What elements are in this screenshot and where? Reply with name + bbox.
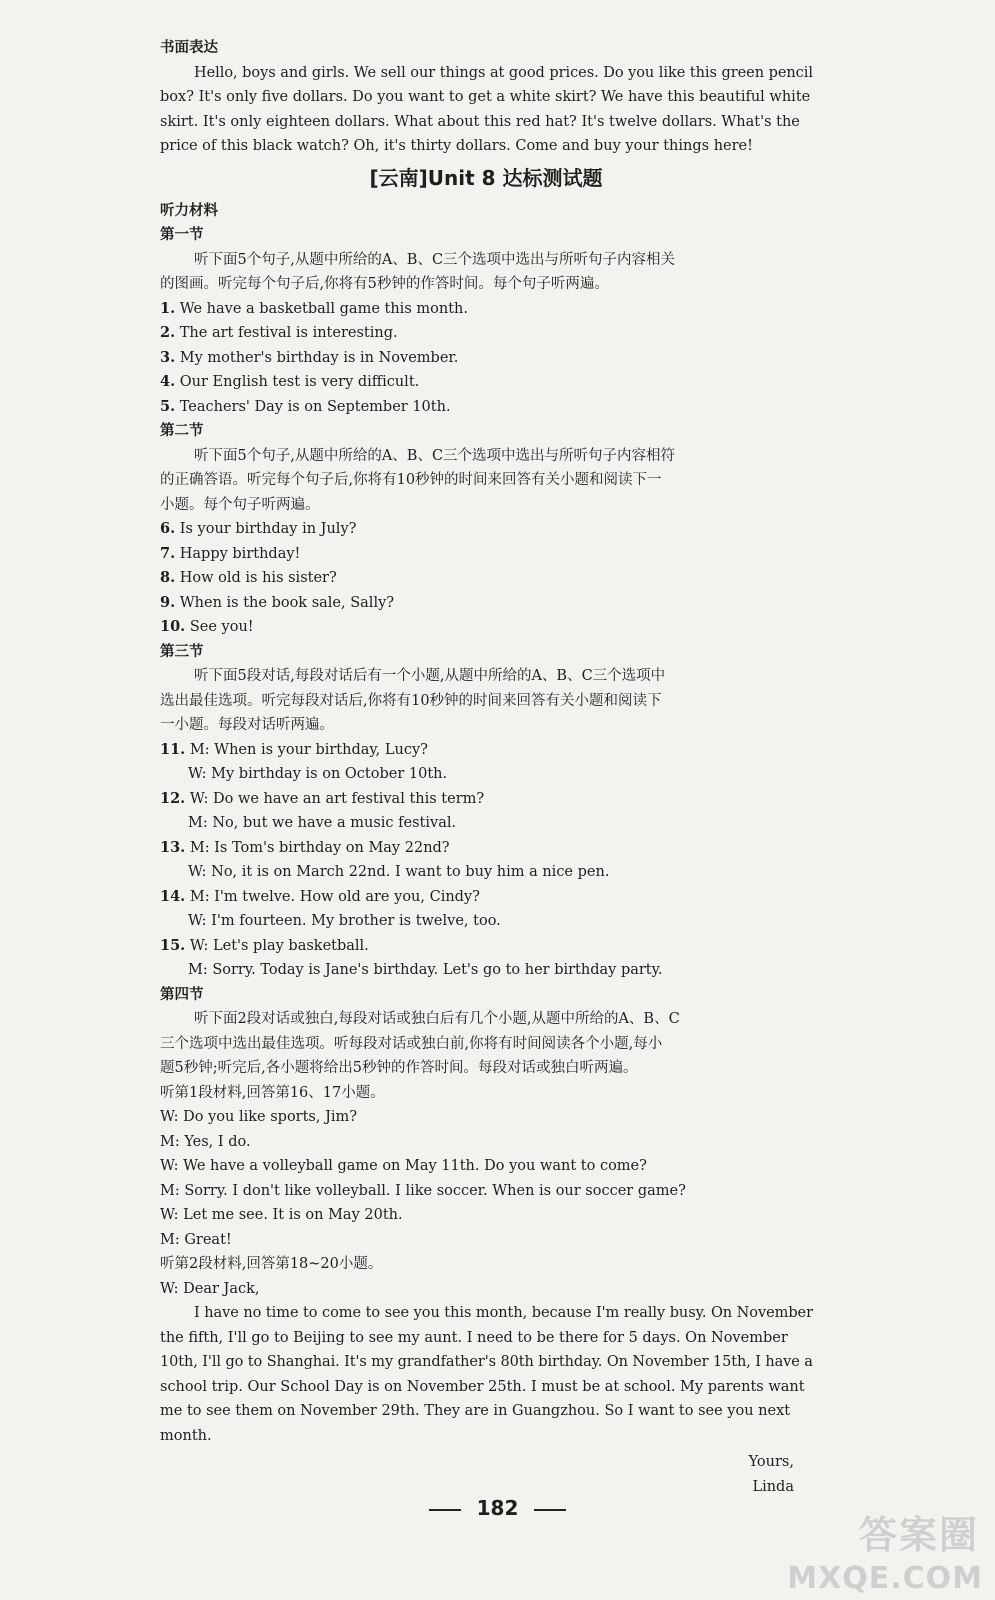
instruction-line: 一小题。每段对话听两遍。 (160, 717, 334, 733)
text-line: price of this black watch? Oh, it's thirty dollars. Come and buy your things here! (160, 138, 753, 154)
letter-line: me to see them on November 29th. They are in Guangzhou. So I want to see you next (160, 1403, 791, 1419)
item-text: How old is his sister? (175, 570, 337, 586)
letter-line: I have no time to come to see you this month, because I'm really busy. On November (194, 1305, 813, 1321)
item-number: 12. (160, 789, 186, 807)
section-2-heading: 第二节 (160, 423, 204, 439)
item-text: M: I'm twelve. How old are you, Cindy? (185, 888, 480, 905)
item-number: 5. (160, 397, 176, 415)
item-text: Happy birthday! (175, 545, 301, 562)
letter-signature: Linda (752, 1478, 794, 1495)
listening-heading: 听力材料 (160, 202, 218, 219)
letter-line: month. (160, 1427, 212, 1444)
item-number: 4. (160, 373, 176, 390)
item-text: We have a basketball game this month. (175, 300, 468, 317)
item-text: My mother's birthday is in November. (175, 349, 459, 366)
text-line: Hello, boys and girls. We sell our things at good prices. Do you like this green pencil (194, 64, 813, 81)
dialogue-line (160, 787, 812, 812)
item-number: 8. (160, 569, 176, 586)
item-number: 2. (160, 324, 176, 341)
dialogue-line: W: Let me see. It is on May 20th. (160, 1207, 403, 1223)
item-number: 10. (160, 618, 186, 635)
item-number: 9. (160, 593, 176, 611)
letter-closing: Yours, (748, 1454, 794, 1470)
list-item (160, 591, 812, 616)
item-number: 3. (160, 348, 176, 366)
section-3-heading: 第三节 (160, 643, 204, 660)
item-text: W: Do we have an art festival this term? (185, 790, 485, 807)
page-number-text: 182 (476, 1496, 519, 1520)
list-item (160, 566, 812, 591)
list-item (160, 395, 812, 420)
list-item (160, 346, 812, 371)
item-number: 7. (160, 544, 176, 562)
text-intro: 听第1段材料,回答第16、17小题。 (160, 1084, 385, 1101)
document-body (160, 36, 812, 1499)
watermark-text: 答案圈 (858, 1513, 979, 1557)
text-line: skirt. It's only eighteen dollars. What about this red hat? It's twelve dollars. What's the (160, 113, 800, 130)
list-item (160, 297, 812, 322)
dialogue-line: W: We have a volleyball game on May 11th. Do you want to come? (160, 1158, 647, 1174)
watermark-url: MXQE.COM (787, 1561, 983, 1596)
instruction-line: 听下面5个句子,从题中所给的A、B、C三个选项中选出与所听句子内容相关 (194, 251, 676, 268)
list-item (160, 542, 812, 567)
instruction-line: 三个选项中选出最佳选项。听每段对话或独白前,你将有时间阅读各个小题,每小 (160, 1035, 663, 1052)
instruction-line: 听下面2段对话或独白,每段对话或独白后有几个小题,从题中所给的A、B、C (194, 1011, 680, 1027)
list-item (160, 517, 812, 542)
dialogue-line (160, 738, 812, 763)
text-intro: 听第2段材料,回答第18~20小题。 (160, 1256, 383, 1272)
item-text: Is your birthday in July? (175, 521, 357, 537)
list-item (160, 615, 812, 640)
instruction-line: 的正确答语。听完每个句子后,你将有10秒钟的时间来回答有关小题和阅读下一 (160, 472, 662, 488)
item-text: The art festival is interesting. (175, 325, 398, 341)
test-title: [云南]Unit 8 达标测试题 (369, 165, 603, 190)
instruction-line: 小题。每个句子听两遍。 (160, 496, 320, 513)
item-text: Teachers' Day is on September 10th. (175, 398, 451, 415)
writing-heading: 书面表达 (160, 40, 218, 56)
dialogue-reply: W: No, it is on March 22nd. I want to buy him a nice pen. (188, 864, 610, 880)
dialogue-line: W: Do you like sports, Jim? (160, 1109, 358, 1125)
letter-greeting: W: Dear Jack, (160, 1280, 260, 1297)
section-4-heading: 第四节 (160, 986, 204, 1003)
dialogue-reply: W: I'm fourteen. My brother is twelve, too. (188, 913, 501, 929)
item-number: 1. (160, 299, 176, 317)
letter-line: 10th, I'll go to Shanghai. It's my grandfather's 80th birthday. On November 15th, I have a (160, 1354, 813, 1370)
item-number: 14. (160, 887, 186, 905)
page-number-dash-left (429, 1509, 461, 1511)
item-number: 13. (160, 838, 186, 856)
item-text: Our English test is very difficult. (175, 374, 420, 390)
dialogue-line: M: Great! (160, 1231, 232, 1248)
instruction-line: 听下面5个句子,从题中所给的A、B、C三个选项中选出与所听句子内容相符 (194, 447, 676, 464)
dialogue-line: M: Yes, I do. (160, 1133, 251, 1150)
instruction-line: 听下面5段对话,每段对话后有一个小题,从题中所给的A、B、C三个选项中 (194, 668, 666, 684)
item-number: 11. (160, 740, 186, 758)
item-text: When is the book sale, Sally? (175, 594, 395, 611)
dialogue-line (160, 885, 812, 910)
page-number-dash-right (534, 1509, 566, 1511)
letter-line: school trip. Our School Day is on November 25th. I must be at school. My parents want (160, 1378, 805, 1395)
item-number: 15. (160, 936, 186, 954)
list-item (160, 370, 812, 395)
instruction-line: 选出最佳选项。听完每段对话后,你将有10秒钟的时间来回答有关小题和阅读下 (160, 692, 662, 709)
item-text: See you! (185, 619, 254, 635)
item-text: M: Is Tom's birthday on May 22nd? (185, 839, 450, 856)
instruction-line: 题5秒钟;听完后,各小题将给出5秒钟的作答时间。每段对话或独白听两遍。 (160, 1060, 638, 1076)
item-number: 6. (160, 520, 176, 537)
item-text: W: Let's play basketball. (185, 937, 369, 954)
letter-line: the fifth, I'll go to Beijing to see my aunt. I need to be there for 5 days. On November (160, 1329, 788, 1346)
dialogue-line (160, 836, 812, 861)
dialogue-line (160, 934, 812, 959)
dialogue-reply: M: No, but we have a music festival. (188, 815, 457, 831)
dialogue-line: M: Sorry. I don't like volleyball. I like soccer. When is our soccer game? (160, 1182, 686, 1199)
list-item (160, 321, 812, 346)
writing-passage (160, 61, 812, 159)
section-1-heading: 第一节 (160, 227, 204, 243)
text-line: box? It's only five dollars. Do you want to get a white skirt? We have this beautiful white (160, 89, 811, 105)
dialogue-reply: M: Sorry. Today is Jane's birthday. Let's go to her birthday party. (188, 962, 663, 978)
instruction-line: 的图画。听完每个句子后,你将有5秒钟的作答时间。每个句子听两遍。 (160, 276, 609, 292)
watermark-logo (789, 1504, 989, 1596)
item-text: M: When is your birthday, Lucy? (185, 741, 428, 758)
dialogue-reply: W: My birthday is on October 10th. (188, 766, 448, 782)
